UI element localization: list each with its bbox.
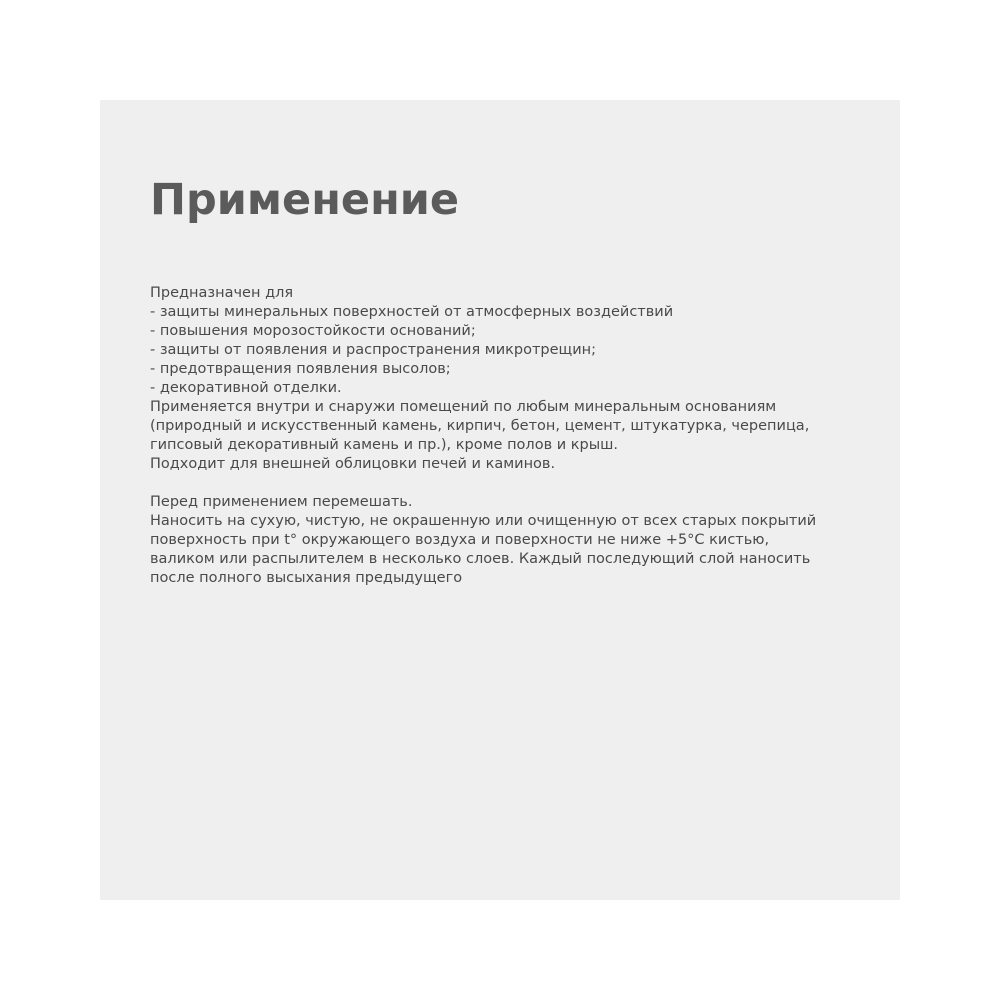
paragraph-spacer: [150, 474, 890, 493]
instruction-line: поверхность при t° окружающего воздуха и поверхности не ниже +5°С кистью,: [150, 532, 770, 548]
usage-line: Подходит для внешней облицовки печей и каминов.: [150, 456, 556, 472]
page-title: Применение: [150, 175, 460, 225]
description-text: [150, 284, 890, 588]
usage-line: (природный и искусственный камень, кирпич, бетон, цемент, штукатурка, черепица,: [150, 418, 810, 434]
purpose-item: - защиты минеральных поверхностей от атмосферных воздействий: [150, 304, 674, 320]
purpose-item: - предотвращения появления высолов;: [150, 361, 451, 377]
instruction-line: валиком или распылителем в несколько слоев. Каждый последующий слой наносить: [150, 551, 811, 567]
instruction-line: после полного высыхания предыдущего: [150, 570, 463, 586]
content-card: [100, 100, 900, 900]
purpose-item: - декоративной отделки.: [150, 380, 342, 396]
purpose-item: - защиты от появления и распространения микротрещин;: [150, 342, 597, 358]
usage-line: Применяется внутри и снаружи помещений по любым минеральным основаниям: [150, 399, 777, 415]
usage-line: гипсовый декоративный камень и пр.), кроме полов и крыш.: [150, 437, 619, 453]
purpose-intro: Предназначен для: [150, 285, 294, 301]
purpose-item: - повышения морозостойкости оснований;: [150, 323, 476, 339]
instruction-line: Перед применением перемешать.: [150, 494, 413, 510]
instruction-line: Наносить на сухую, чистую, не окрашенную или очищенную от всех старых покрытий: [150, 513, 817, 529]
